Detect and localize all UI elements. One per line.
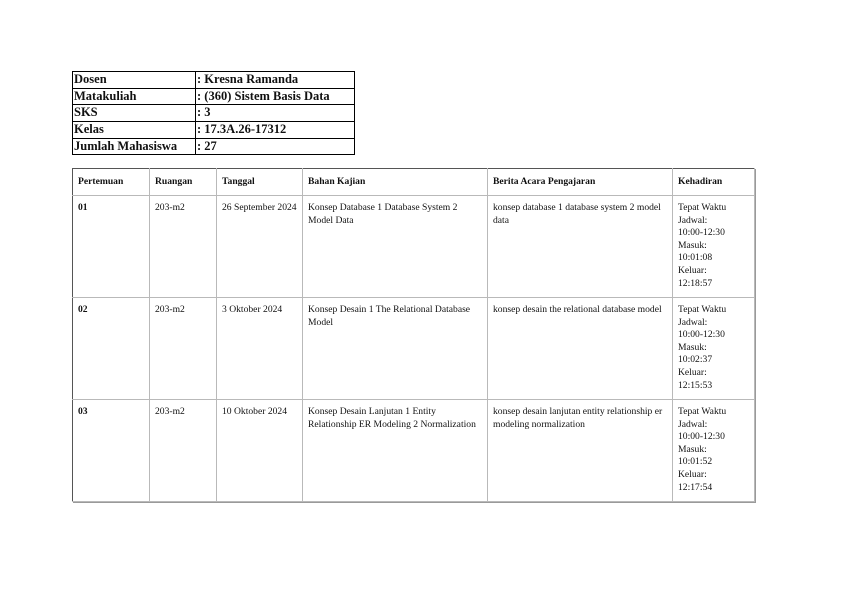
header-tanggal: Tanggal	[217, 169, 303, 196]
info-row-jumlah-mahasiswa	[73, 138, 355, 155]
info-value: : 3	[196, 105, 355, 122]
info-label: Matakuliah	[73, 88, 196, 105]
check-out-label: Keluar:	[678, 264, 707, 276]
attendance-status: Tepat Waktu	[678, 304, 727, 315]
info-label: Kelas	[73, 122, 196, 139]
check-out-value: 12:15:53	[678, 379, 713, 391]
schedule-label: Jadwal:	[678, 214, 708, 226]
info-row-sks	[73, 105, 355, 122]
header-ruangan: Ruangan	[150, 169, 217, 196]
header-pertemuan: Pertemuan	[73, 169, 150, 196]
cell-berita-acara: konsep desain lanjutan entity relationship er modeling normalization	[488, 400, 673, 502]
cell-ruangan: 203-m2	[150, 196, 217, 298]
table-row	[73, 298, 755, 400]
info-row-kelas	[73, 122, 355, 139]
check-out-value: 12:17:54	[678, 481, 713, 493]
info-row-matakuliah	[73, 88, 355, 105]
info-value: : Kresna Ramanda	[196, 72, 355, 89]
check-out-label: Keluar:	[678, 366, 707, 378]
check-in-label: Masuk:	[678, 341, 707, 353]
cell-bahan-kajian: Konsep Desain Lanjutan 1 Entity Relationship ER Modeling 2 Normalization	[303, 400, 488, 502]
info-value: : 27	[196, 138, 355, 155]
cell-tanggal: 10 Oktober 2024	[217, 400, 303, 502]
cell-pertemuan: 03	[73, 400, 150, 502]
cell-tanggal: 26 September 2024	[217, 196, 303, 298]
header-bahan-kajian: Bahan Kajian	[303, 169, 488, 196]
cell-kehadiran	[673, 400, 755, 502]
check-out-label: Keluar:	[678, 468, 707, 480]
schedule-value: 10:00-12:30	[678, 329, 725, 341]
cell-ruangan: 203-m2	[150, 298, 217, 400]
header-berita-acara: Berita Acara Pengajaran	[488, 169, 673, 196]
header-kehadiran: Kehadiran	[673, 169, 755, 196]
info-value: : (360) Sistem Basis Data	[196, 88, 355, 105]
cell-kehadiran	[673, 196, 755, 298]
cell-berita-acara: konsep database 1 database system 2 model data	[488, 196, 673, 298]
cell-ruangan: 203-m2	[150, 400, 217, 502]
check-in-value: 10:01:52	[678, 456, 713, 468]
check-in-label: Masuk:	[678, 239, 707, 251]
info-label: SKS	[73, 105, 196, 122]
cell-pertemuan: 01	[73, 196, 150, 298]
info-label: Jumlah Mahasiswa	[73, 138, 196, 155]
schedule-label: Jadwal:	[678, 316, 708, 328]
schedule-label: Jadwal:	[678, 418, 708, 430]
attendance-table	[72, 168, 755, 502]
check-in-value: 10:02:37	[678, 354, 713, 366]
table-header-row	[73, 169, 755, 196]
attendance-status: Tepat Waktu	[678, 406, 727, 417]
table-row	[73, 196, 755, 298]
cell-bahan-kajian: Konsep Desain 1 The Relational Database Model	[303, 298, 488, 400]
check-in-label: Masuk:	[678, 443, 707, 455]
info-label: Dosen	[73, 72, 196, 89]
attendance-status: Tepat Waktu	[678, 202, 727, 213]
course-info-table	[72, 71, 355, 155]
check-out-value: 12:18:57	[678, 277, 713, 289]
schedule-value: 10:00-12:30	[678, 227, 725, 239]
cell-kehadiran	[673, 298, 755, 400]
cell-pertemuan: 02	[73, 298, 150, 400]
cell-berita-acara: konsep desain the relational database model	[488, 298, 673, 400]
check-in-value: 10:01:08	[678, 252, 713, 264]
table-row	[73, 400, 755, 502]
info-value: : 17.3A.26-17312	[196, 122, 355, 139]
cell-bahan-kajian: Konsep Database 1 Database System 2 Model Data	[303, 196, 488, 298]
info-row-dosen	[73, 72, 355, 89]
schedule-value: 10:00-12:30	[678, 431, 725, 443]
cell-tanggal: 3 Oktober 2024	[217, 298, 303, 400]
